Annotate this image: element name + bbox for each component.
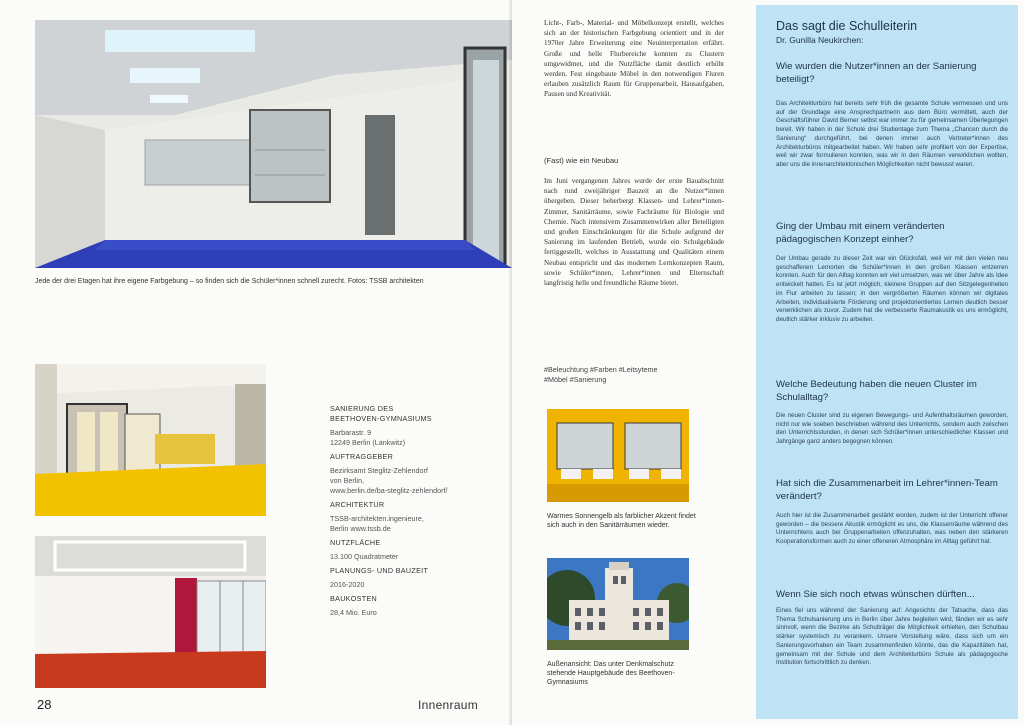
hashtags-line: #Möbel #Sanierung — [544, 375, 607, 384]
interview-question: Welche Bedeutung haben die neuen Cluster im Schulalltag? — [776, 379, 977, 403]
facts-value: TSSB-architekten.ingenieure, — [330, 514, 424, 523]
facts-value: Barbarastr. 9 — [330, 428, 372, 437]
facts-value: Berlin www.tssb.de — [330, 524, 391, 533]
facts-heading: AUFTRAGGEBER — [330, 452, 394, 461]
hashtags-line: #Beleuchtung #Farben #Leitsyteme — [544, 365, 658, 374]
facts-value: Bezirksamt Steglitz-Zehlendorf — [330, 466, 428, 475]
interview-answer: Die neuen Cluster sind zu eigenen Bewegungs- und Aufenthaltsräumen geworden, nicht nur wie soeben beschrieben während des Unterrichts, sondern auch zwischen den Unterrichtsstunden, in denen sich Schüler*innen unterschiedlicher Klassen und Jahrgänge ganz anders begegnen können. — [776, 412, 1008, 446]
corridor-photo-drawing — [35, 20, 512, 268]
facts-value: 28,4 Mio. Euro — [330, 608, 377, 617]
facts-value: 13.100 Quadratmeter — [330, 552, 399, 561]
facts-heading: SANIERUNG DES — [330, 404, 394, 413]
section-name: Innenraum — [418, 698, 479, 712]
body-paragraph-2: Im Juni vergangenen Jahres wurde der erste Bauabschnitt nach rund zweijähriger Bauzeit an die Nutzer*innen übergeben. Dieser beherbergt Klassen- und Lehrer*innen-Zimmer, Sanitärräume, sowie Fachräume für Biologie und Chemie. Nach intensivem Zusammenwirken aller Beteiligten und großen Einschränkungen für die Schule aufgrund der Sanierung im laufenden Betrieb, wurde ein Schulgebäude fertiggestellt, welches in Ausstattung und Qualitäten einem Neubau entspricht und das modernen Lernkonzepten Raum, sowie Schüler*innen, Lehrer*innen und Elternschaft langfristig helle und freundliche Räume bietet. — [544, 177, 724, 288]
interview-answer: Auch hier ist die Zusammenarbeit gestärkt worden, zudem ist der Unterricht offener geworden – die bessere Akustik ermöglicht es uns, die Klassenräume während des Unterrichtens auch bei Gruppenarbeiten offenzuhalten, was neben den stärkeren Kooperationsformen auch zu einer offeneren Atmosphäre im Alltag geführt hat. — [776, 512, 1008, 546]
facts-value: www.berlin.de/ba-steglitz-zehlendorf/ — [330, 486, 448, 495]
interview-question: Wie wurden die Nutzer*innen an der Sanierung beteiligt? — [776, 61, 977, 85]
body-subhead: (Fast) wie ein Neubau — [544, 156, 619, 165]
interview-question: Hat sich die Zusammenarbeit im Lehrer*innen-Team verändert? — [776, 478, 998, 502]
facts-heading: BEETHOVEN-GYMNASIUMS — [330, 414, 432, 423]
interview-answer: Eines fiel uns während der Sanierung auf: Angesichts der Tatsache, dass das Thema Schulsanierung uns in Berlin über Jahre begleiten wird, fänden wir es sehr sinnvoll, wenn die Bezirke als Schulträger die Möglichkeit erhielten, den Schulbau stärker systemisch zu verankern. Unsere Vorstellung wäre, dass sich um ein Sanierungsvorhaben ein Team zusammenfinden könnte, das die Kapazitäten hat, gemeinsam mit der Schule und dem Architekturbüro Schule als pädagogische Institution fortschrittlich zu denken. — [776, 607, 1008, 667]
exterior-photo — [547, 558, 689, 650]
red-room-drawing — [35, 536, 266, 688]
red-room-photo — [35, 536, 266, 688]
interview-box — [756, 5, 1018, 719]
hashtags — [544, 365, 724, 385]
body-paragraph-1: Licht-, Farb-, Material- und Möbelkonzept erstellt, welches sich an der historischen Farbgebung orientiert und in der 1970er Jahre Erweiterung eine Neuinterpretation erfährt. Große und helle Flurbereiche konnten zu Clustern umgewidmet, und die Nutzfläche damit deutlich erhöht werden. Fest eingebaute Möbel in den notwendigen Fluren erlauben zusätzlich Raum für Gruppenarbeit, Hausaufgaben, Pausen und Kreativität. — [544, 19, 724, 99]
exterior-caption: Außenansicht: Das unter Denkmalschutz stehende Hauptgebäude des Beethoven-Gymnasiums — [547, 661, 675, 686]
facts-value: 2016-2020 — [330, 580, 365, 589]
facts-heading: NUTZFLÄCHE — [330, 538, 381, 547]
interview-person: Dr. Gunilla Neukirchen: — [776, 35, 864, 45]
facts-value: 12249 Berlin (Lankwitz) — [330, 438, 406, 447]
sanitary-caption: Warmes Sonnengelb als farblicher Akzent findet sich auch in den Sanitärräumen wieder. — [547, 513, 696, 529]
top-photo-caption: Jede der drei Etagen hat ihre eigene Farbgebung – so finden sich die Schüler*innen schnell zurecht. Fotos: TSSB architekten — [35, 278, 424, 285]
sanitary-room-drawing — [547, 409, 689, 502]
interview-answer: Der Umbau gerade zu dieser Zeit war ein Glücksfall, weil wir mit den vielen neu geschaffenen Lernorten die Schüler*innen in den großen Klassen entzerren konnten. Auch für den Alltag konnten wir viel umsetzen, was wir über Jahre als Idee entwickelt hatten. Es ist jetzt möglich, kleinere Gruppen auf den Sitzgelegenheiten im Flur arbeiten zu lassen; in den vergrößerten Räumen können wir digitales Arbeiten, individualisierte Förderung und projektorientiertes Lernen deutlich besser verwirklichen als zuvor. Zudem hat die verbesserte Raumakustik es uns ermöglicht, deutlich stärker inklusiv zu arbeiten. — [776, 255, 1008, 323]
facts-heading: BAUKOSTEN — [330, 594, 378, 603]
page-number-left: 28 — [37, 697, 52, 712]
interview-title: Das sagt die Schulleiterin — [776, 19, 918, 33]
yellow-room-photo — [35, 364, 266, 516]
facts-heading: ARCHITEKTUR — [330, 500, 385, 509]
sanitary-room-photo — [547, 409, 689, 502]
facts-heading: PLANUNGS- UND BAUZEIT — [330, 566, 429, 575]
facts-value: von Berlin, — [330, 476, 364, 485]
corridor-photo — [35, 20, 512, 268]
interview-question: Ging der Umbau mit einem veränderten pädagogischen Konzept einher? — [776, 221, 945, 245]
exterior-drawing — [547, 558, 689, 650]
interview-answer: Das Architekturbüro hat bereits sehr früh die gesamte Schule vermessen und uns auf der Grundlage eine Ansprechpartnerin aus dem Büro vermittelt, auch der Geschäftsführer David Berner selbst war immer zu für gemeinsamen Überlegungen bereit. Wir haben in der Schule drei Studientage zum Thema „Chancen durch die Sanierung“ durchgeführt, bei denen immer auch Vertreter*innen des Architekturbüros mitgearbeitet haben. Wir haben sehr profitiert von der Expertise, weil wir zwar formulieren konnten, was wir in den Räumen verwirklichen wollten, aber uns die innenarchitektonischen Möglichkeiten nicht bewusst waren. — [776, 100, 1008, 168]
project-facts — [330, 400, 505, 618]
interview-question: Wenn Sie sich noch etwas wünschen dürften... — [776, 589, 975, 600]
yellow-room-drawing — [35, 364, 266, 516]
